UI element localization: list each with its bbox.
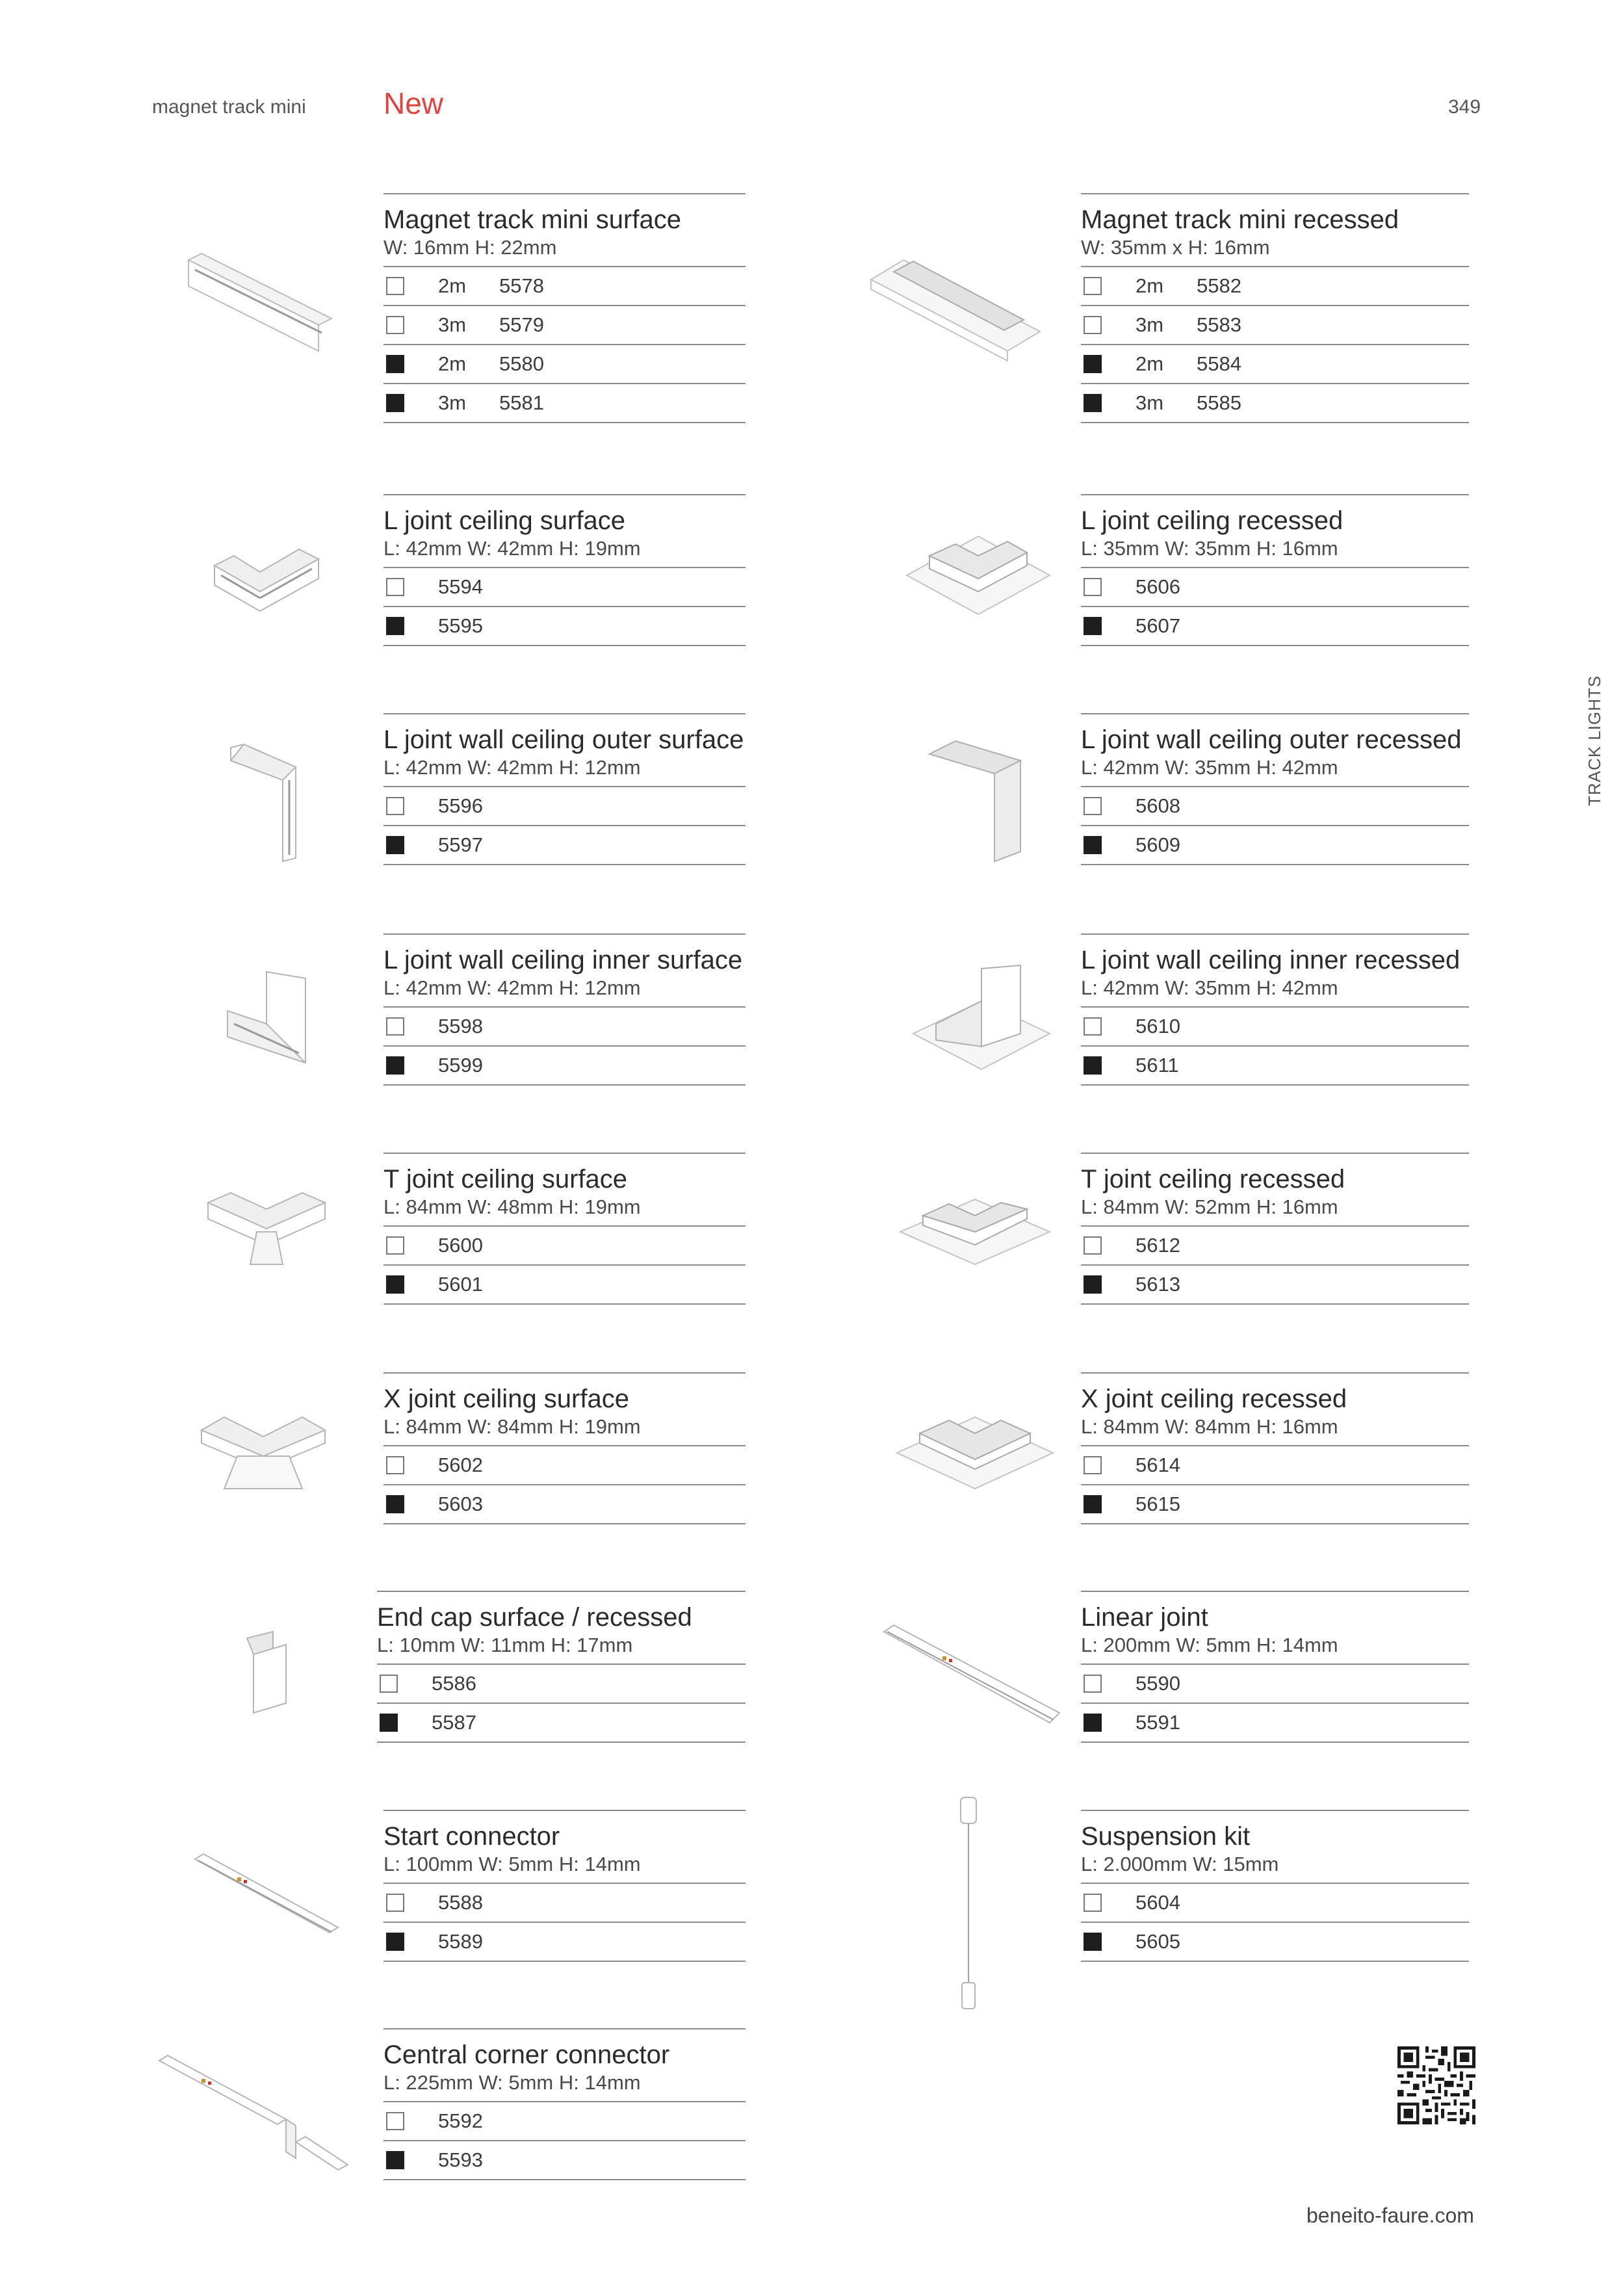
product-title: Linear joint [1081,1603,1208,1632]
product-t-joint-ceiling-surface [383,1153,746,1305]
variant-row [1081,1884,1469,1923]
product-title: T joint ceiling recessed [1081,1165,1345,1194]
white-swatch [386,277,404,295]
variant-code: 5595 [438,614,483,637]
white-swatch [386,316,404,334]
black-swatch [1084,355,1102,373]
white-swatch [1084,797,1102,815]
product-dimensions: L: 42mm W: 42mm H: 19mm [383,536,746,568]
variant-row [1081,345,1469,384]
black-swatch [380,1714,398,1732]
variant-code: 5585 [1197,391,1241,414]
variant-length: 3m [1136,391,1164,414]
track-surface-image [182,247,338,371]
variant-code: 5611 [1136,1054,1179,1076]
variant-row [383,1923,746,1962]
variant-code: 5597 [438,833,483,856]
suspension-kit-image [949,1794,988,2015]
variant-length: 3m [438,391,467,414]
black-swatch [386,394,404,412]
variant-row [383,1266,746,1305]
variant-length: 2m [1136,352,1164,375]
product-dimensions: L: 225mm W: 5mm H: 14mm [383,2070,746,2102]
white-swatch [386,1894,404,1912]
product-dimensions: L: 42mm W: 42mm H: 12mm [383,975,746,1008]
variant-row [383,826,746,865]
variant-row [383,1485,746,1524]
variant-row [1081,787,1469,826]
product-dimensions: W: 35mm x H: 16mm [1081,235,1469,267]
product-l-joint-wall-ceiling-inner-surface [383,933,746,1086]
white-swatch [1084,1456,1102,1474]
product-end-cap [377,1591,746,1743]
variant-row [383,1446,746,1485]
variant-code: 5583 [1197,313,1241,336]
black-swatch [1084,617,1102,635]
black-swatch [386,1275,404,1294]
variant-code: 5598 [438,1015,483,1037]
variant-row [377,1704,746,1743]
variant-row [383,2141,746,2180]
side-category-label: TRACK LIGHTS [1585,675,1604,806]
variant-code: 5593 [438,2148,483,2171]
product-x-joint-ceiling-surface [383,1372,746,1524]
variant-code: 5592 [438,2109,483,2132]
variant-row [383,1008,746,1047]
track-recessed-image [868,241,1043,371]
t-joint-recessed-image [897,1183,1053,1274]
black-swatch [1084,1714,1102,1732]
variant-code: 5602 [438,1454,483,1476]
product-dimensions: L: 200mm W: 5mm H: 14mm [1081,1632,1469,1665]
black-swatch [1084,1495,1102,1513]
product-title: End cap surface / recessed [377,1603,692,1632]
variant-row [1081,306,1469,345]
variant-code: 5591 [1136,1711,1180,1734]
product-title: L joint wall ceiling outer surface [383,725,744,754]
black-swatch [1084,1275,1102,1294]
black-swatch [1084,394,1102,412]
variant-code: 5584 [1197,352,1241,375]
qr-code-icon[interactable] [1397,2046,1475,2124]
white-swatch [1084,578,1102,596]
variant-code: 5605 [1136,1930,1180,1953]
black-swatch [386,355,404,373]
variant-code: 5615 [1136,1493,1180,1515]
variant-row [1081,1008,1469,1047]
white-swatch [1084,1894,1102,1912]
white-swatch [386,578,404,596]
product-dimensions: L: 84mm W: 52mm H: 16mm [1081,1194,1469,1227]
product-x-joint-ceiling-recessed [1081,1372,1469,1524]
product-title: L joint wall ceiling inner recessed [1081,946,1461,974]
variant-code: 5608 [1136,794,1180,817]
x-joint-recessed-image [894,1404,1056,1502]
variant-code: 5612 [1136,1234,1180,1257]
black-swatch [1084,836,1102,854]
central-corner-connector-image [156,2048,351,2178]
product-suspension-kit [1081,1810,1469,1962]
variant-row [1081,1446,1469,1485]
variant-row [1081,607,1469,646]
variant-code: 5614 [1136,1454,1180,1476]
variant-code: 5610 [1136,1015,1180,1037]
variant-row [383,306,746,345]
white-swatch [386,797,404,815]
variant-row [383,345,746,384]
l-joint-wall-inner-recessed-image [910,962,1053,1073]
product-dimensions: L: 42mm W: 35mm H: 42mm [1081,755,1469,787]
new-badge: New [383,86,444,120]
l-joint-wall-outer-surface-image [224,741,309,865]
variant-length: 2m [1136,274,1164,297]
variant-row [1081,384,1469,423]
section-title: magnet track mini [152,96,306,118]
product-title: Central corner connector [383,2041,670,2069]
variant-code: 5582 [1197,274,1241,297]
variant-row [383,568,746,607]
black-swatch [386,1056,404,1075]
variant-row [377,1665,746,1704]
white-swatch [386,1456,404,1474]
product-magnet-track-mini-recessed [1081,193,1469,423]
variant-code: 5578 [499,274,544,297]
product-dimensions: L: 35mm W: 35mm H: 16mm [1081,536,1469,568]
variant-code: 5594 [438,575,483,598]
variant-row [1081,1485,1469,1524]
product-l-joint-ceiling-recessed [1081,494,1469,646]
white-swatch [1084,1236,1102,1255]
product-dimensions: L: 2.000mm W: 15mm [1081,1851,1469,1884]
variant-code: 5579 [499,313,544,336]
variant-code: 5609 [1136,833,1180,856]
product-t-joint-ceiling-recessed [1081,1153,1469,1305]
t-joint-surface-image [205,1183,328,1268]
variant-row [383,1047,746,1086]
product-l-joint-wall-ceiling-inner-recessed [1081,933,1469,1086]
product-title: L joint wall ceiling outer recessed [1081,725,1462,754]
product-start-connector [383,1810,746,1962]
black-swatch [386,2151,404,2169]
product-dimensions: L: 84mm W: 84mm H: 16mm [1081,1414,1469,1446]
variant-code: 5603 [438,1493,483,1515]
variant-code: 5589 [438,1930,483,1953]
l-joint-wall-outer-recessed-image [916,735,1027,865]
variant-row [1081,1665,1469,1704]
product-magnet-track-mini-surface [383,193,746,423]
x-joint-surface-image [198,1404,328,1495]
variant-row [1081,826,1469,865]
black-swatch [386,617,404,635]
variant-length: 2m [438,274,467,297]
variant-length: 3m [1136,313,1164,336]
footer-website-link[interactable]: beneito-faure.com [1306,2204,1474,2227]
white-swatch [1084,1017,1102,1036]
white-swatch [386,1017,404,1036]
black-swatch [1084,1056,1102,1075]
l-joint-wall-inner-surface-image [221,965,312,1069]
black-swatch [386,1933,404,1951]
variant-row [1081,1704,1469,1743]
white-swatch [386,2112,404,2130]
product-title: X joint ceiling recessed [1081,1385,1347,1413]
product-title: Suspension kit [1081,1822,1251,1851]
product-title: X joint ceiling surface [383,1385,629,1413]
l-joint-surface-image [208,540,325,618]
variant-code: 5599 [438,1054,483,1076]
variant-row [1081,1923,1469,1962]
variant-code: 5588 [438,1891,483,1914]
product-dimensions: L: 84mm W: 84mm H: 19mm [383,1414,746,1446]
variant-code: 5596 [438,794,483,817]
start-connector-image [192,1846,341,1937]
variant-row [1081,1266,1469,1305]
product-title: Magnet track mini surface [383,205,681,234]
variant-row [383,1884,746,1923]
white-swatch [386,1236,404,1255]
variant-length: 2m [438,352,467,375]
white-swatch [1084,1675,1102,1693]
variant-code: 5607 [1136,614,1180,637]
product-central-corner-connector [383,2028,746,2180]
product-dimensions: L: 10mm W: 11mm H: 17mm [377,1632,746,1665]
variant-length: 3m [438,313,467,336]
variant-row [383,1227,746,1266]
product-linear-joint [1081,1591,1469,1743]
product-title: Magnet track mini recessed [1081,205,1399,234]
variant-code: 5587 [432,1711,476,1734]
end-cap-image [234,1625,299,1716]
variant-code: 5586 [432,1672,476,1695]
white-swatch [1084,316,1102,334]
white-swatch [1084,277,1102,295]
product-dimensions: L: 84mm W: 48mm H: 19mm [383,1194,746,1227]
product-dimensions: L: 42mm W: 42mm H: 12mm [383,755,746,787]
product-l-joint-wall-ceiling-outer-surface [383,713,746,865]
variant-row [383,787,746,826]
variant-code: 5600 [438,1234,483,1257]
product-l-joint-ceiling-surface [383,494,746,646]
variant-code: 5604 [1136,1891,1180,1914]
variant-code: 5613 [1136,1273,1180,1296]
black-swatch [1084,1933,1102,1951]
variant-row [383,2102,746,2141]
variant-code: 5606 [1136,575,1180,598]
product-title: Start connector [383,1822,560,1851]
variant-code: 5601 [438,1273,483,1296]
black-swatch [386,1495,404,1513]
product-title: L joint ceiling surface [383,506,626,535]
variant-row [1081,1227,1469,1266]
product-l-joint-wall-ceiling-outer-recessed [1081,713,1469,865]
variant-row [1081,568,1469,607]
product-title: T joint ceiling surface [383,1165,627,1194]
product-title: L joint ceiling recessed [1081,506,1344,535]
variant-row [1081,1047,1469,1086]
variant-row [1081,267,1469,306]
product-dimensions: L: 42mm W: 35mm H: 42mm [1081,975,1469,1008]
white-swatch [380,1675,398,1693]
variant-code: 5581 [499,391,544,414]
variant-row [383,384,746,423]
variant-row [383,267,746,306]
product-dimensions: W: 16mm H: 22mm [383,235,746,267]
variant-row [383,607,746,646]
variant-code: 5590 [1136,1672,1180,1695]
product-dimensions: L: 100mm W: 5mm H: 14mm [383,1851,746,1884]
linear-joint-image [881,1619,1063,1736]
black-swatch [386,836,404,854]
variant-code: 5580 [499,352,544,375]
page-number: 349 [1448,96,1481,118]
product-title: L joint wall ceiling inner surface [383,946,743,974]
l-joint-recessed-image [903,530,1053,621]
